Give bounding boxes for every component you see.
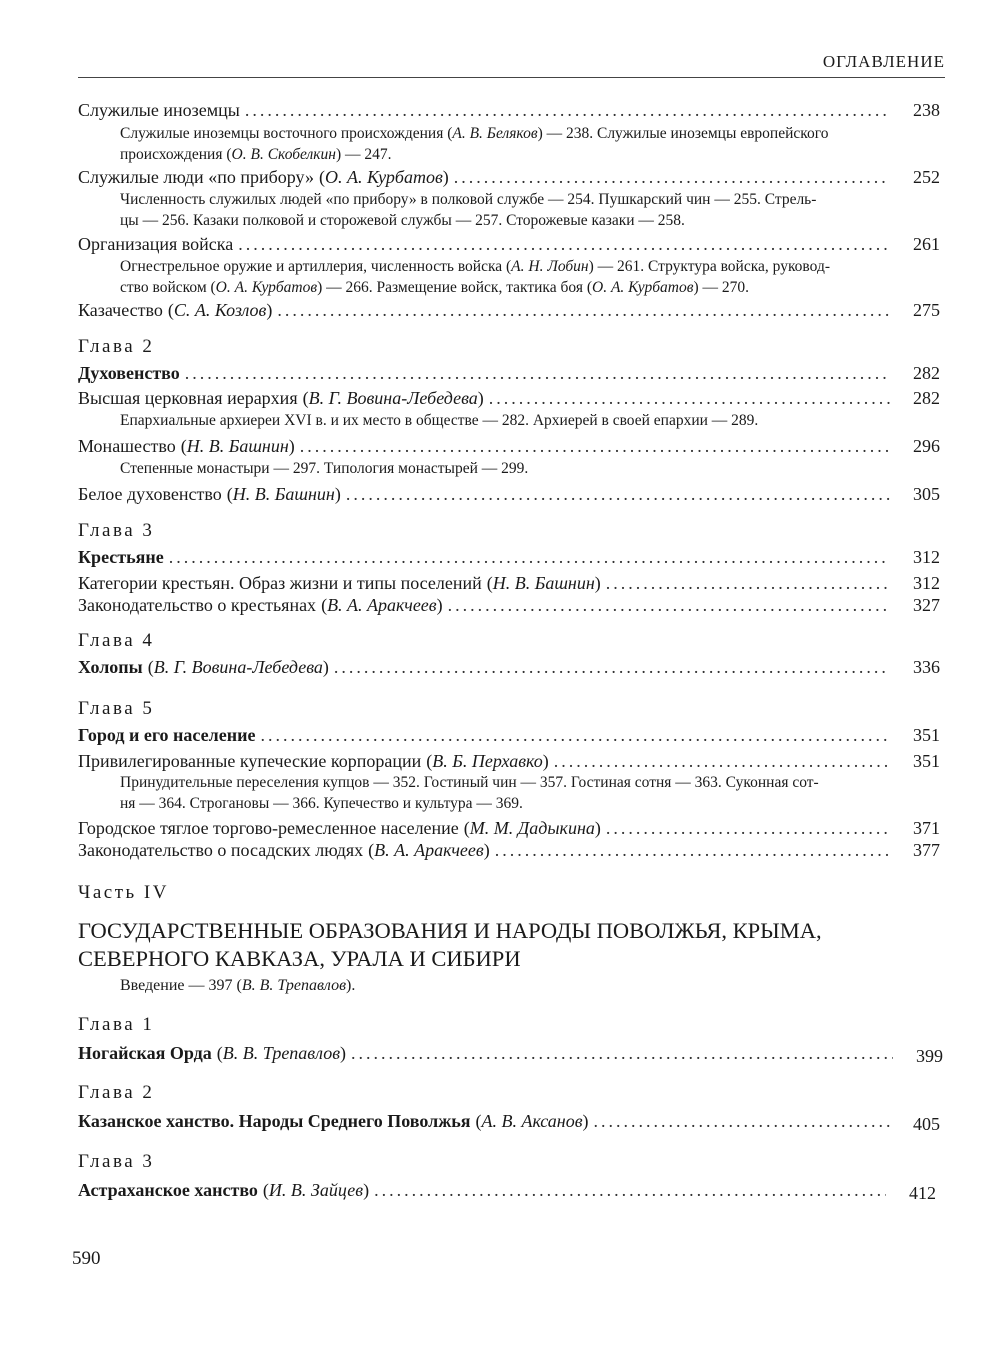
- toc-entry[interactable]: [78, 545, 940, 569]
- entry-author: ( С. А. Козлов ): [168, 298, 273, 322]
- chapter-title: Холопы: [78, 657, 143, 677]
- toc-entry[interactable]: [78, 98, 940, 122]
- entry-author: ( Н. В. Башнин ): [181, 434, 295, 458]
- entry-title: Казачество: [78, 300, 163, 320]
- entry-subtopics: [120, 123, 895, 165]
- chapter-title: Казанское ханство. Народы Среднего Поволжья: [78, 1111, 471, 1131]
- page-number: 377: [913, 840, 940, 860]
- dot-leader: [260, 723, 890, 747]
- chapter-label: Глава 5: [78, 698, 155, 719]
- entry-author: ( В. Б. Перхавко ): [426, 749, 549, 773]
- part-title: [78, 917, 878, 973]
- toc-entry[interactable]: [78, 298, 940, 322]
- entry-subtopics: [120, 256, 895, 298]
- entry-title: Служилые люди «по прибору»: [78, 167, 314, 187]
- page-number: 296: [913, 436, 940, 456]
- toc-entry[interactable]: [78, 361, 940, 385]
- chapter-label: Глава 2: [78, 336, 155, 357]
- toc-entry[interactable]: [78, 655, 940, 679]
- part-title-line: СЕВЕРНОГО КАВКАЗА, УРАЛА И СИБИРИ: [78, 946, 521, 971]
- chapter-title: Крестьяне: [78, 547, 164, 567]
- chapter-label: Глава 2: [78, 1082, 155, 1103]
- entry-author: ( М. М. Дадыкина ): [464, 816, 601, 840]
- page-number: 336: [913, 657, 940, 677]
- page-number: 275: [913, 300, 940, 320]
- dot-leader: [606, 816, 890, 840]
- page-number: 282: [913, 363, 940, 383]
- entry-author: ( И. В. Зайцев ): [263, 1178, 369, 1202]
- dot-leader: [346, 482, 890, 506]
- page-number: 261: [913, 234, 940, 254]
- entry-author: ( В. А. Аракчеев ): [321, 593, 443, 617]
- entry-author: ( В. Г. Вовина-Лебедева ): [148, 655, 329, 679]
- dot-leader: [334, 655, 890, 679]
- page-number: 405: [913, 1114, 940, 1134]
- subtopic-line: цы — 256. Казаки полковой и сторожевой службы — 257. Сторожевые казаки — 258.: [120, 212, 685, 229]
- toc-entry[interactable]: [78, 434, 940, 458]
- toc-entry[interactable]: [78, 482, 940, 506]
- toc-entry[interactable]: [78, 838, 940, 862]
- page-number: 252: [913, 167, 940, 187]
- toc-entry[interactable]: [78, 1178, 936, 1202]
- entry-title: Законодательство о крестьянах: [78, 595, 317, 615]
- running-head: ОГЛАВЛЕНИЕ: [822, 52, 945, 71]
- toc-entry[interactable]: [78, 1109, 940, 1133]
- page-number: 305: [913, 484, 940, 504]
- dot-leader: [606, 571, 890, 595]
- subtopic-line: ня — 364. Строгановы — 366. Купечество и культура — 369.: [120, 795, 523, 812]
- subtopic-line: Служилые иноземцы восточного происхождения (А. В. Беляков) — 238. Служилые иноземцы европейского: [120, 125, 829, 142]
- dot-leader: [495, 838, 890, 862]
- entry-title: Категории крестьян. Образ жизни и типы поселений: [78, 573, 482, 593]
- page-number: 399: [916, 1046, 943, 1066]
- entry-title: Служилые иноземцы: [78, 100, 240, 120]
- entry-title: Законодательство о посадских людях: [78, 840, 364, 860]
- part-title-line: ГОСУДАРСТВЕННЫЕ ОБРАЗОВАНИЯ И НАРОДЫ ПОВОЛЖЬЯ, КРЫМА,: [78, 918, 822, 943]
- part-intro[interactable]: Введение — 397 (В. В. Трепавлов).: [120, 977, 356, 994]
- chapter-title: Астраханское ханство: [78, 1180, 258, 1200]
- page-number: 312: [913, 573, 940, 593]
- entry-author: ( А. В. Аксанов ): [476, 1109, 589, 1133]
- entry-subtopics: [120, 772, 895, 814]
- entry-author: ( В. А. Аракчеев ): [368, 838, 490, 862]
- dot-leader: [169, 545, 890, 569]
- entry-author: ( Н. В. Башнин ): [487, 571, 601, 595]
- entry-title: Высшая церковная иерархия: [78, 388, 298, 408]
- chapter-title: Духовенство: [78, 363, 180, 383]
- entry-title: Белое духовенство: [78, 484, 222, 504]
- dot-leader: [300, 434, 890, 458]
- page-number: 238: [913, 100, 940, 120]
- entry-subtopics: [120, 189, 895, 231]
- subtopic-line: ство войском (О. А. Курбатов) — 266. Размещение войск, тактика боя (О. А. Курбатов) — 270.: [120, 279, 749, 296]
- header-rule: [78, 77, 945, 78]
- entry-author: ( Н. В. Башнин ): [227, 482, 341, 506]
- page-number: 327: [913, 595, 940, 615]
- dot-leader: [185, 361, 890, 385]
- chapter-label: Глава 1: [78, 1014, 155, 1035]
- folio-page-number: 590: [72, 1248, 101, 1269]
- dot-leader: [351, 1041, 893, 1065]
- page-number: 312: [913, 547, 940, 567]
- chapter-label: Глава 3: [78, 1151, 155, 1172]
- dot-leader: [554, 749, 890, 773]
- entry-subtopics: [120, 410, 895, 431]
- subtopic-line: происхождения (О. В. Скобелкин) — 247.: [120, 146, 392, 163]
- page-number: 351: [913, 725, 940, 745]
- toc-entry[interactable]: [78, 1041, 943, 1065]
- dot-leader: [489, 386, 890, 410]
- subtopic-line: Принудительные переселения купцов — 352. Гостиный чин — 357. Гостиная сотня — 363. Суконная сот-: [120, 774, 819, 791]
- dot-leader: [238, 232, 890, 256]
- entry-subtopics: [120, 458, 895, 479]
- toc-entry[interactable]: [78, 386, 940, 410]
- toc-entry[interactable]: [78, 593, 940, 617]
- dot-leader: [245, 98, 890, 122]
- chapter-title: Город и его население: [78, 725, 256, 745]
- subtopic-line: Епархиальные архиереи XVI в. и их место в обществе — 282. Архиерей в своей епархии — 289.: [120, 412, 759, 429]
- toc-entry[interactable]: [78, 232, 940, 256]
- chapter-label: Глава 3: [78, 520, 155, 541]
- page-number: 282: [913, 388, 940, 408]
- toc-entry[interactable]: [78, 749, 940, 773]
- entry-author: ( О. А. Курбатов ): [319, 165, 449, 189]
- chapter-label: Глава 4: [78, 630, 155, 651]
- dot-leader: [277, 298, 890, 322]
- dot-leader: [448, 593, 890, 617]
- subtopic-line: Огнестрельное оружие и артиллерия, численность войска (А. Н. Лобин) — 261. Структура войска, руковод-: [120, 258, 830, 275]
- page-number: 351: [913, 751, 940, 771]
- toc-entry[interactable]: [78, 165, 940, 189]
- entry-title: Городское тяглое торгово-ремесленное население: [78, 818, 459, 838]
- dot-leader: [454, 165, 890, 189]
- entry-author: ( В. В. Трепавлов ): [217, 1041, 346, 1065]
- entry-title: Привилегированные купеческие корпорации: [78, 751, 422, 771]
- page-number: 412: [909, 1183, 936, 1203]
- entry-author: ( В. Г. Вовина-Лебедева ): [303, 386, 484, 410]
- subtopic-line: Степенные монастыри — 297. Типология монастырей — 299.: [120, 460, 529, 477]
- entry-title: Организация войска: [78, 234, 234, 254]
- dot-leader: [374, 1178, 886, 1202]
- subtopic-line: Численность служилых людей «по прибору» в полковой службе — 254. Пушкарский чин — 255. Стрель-: [120, 191, 817, 208]
- part-label: Часть IV: [78, 882, 169, 903]
- page-number: 371: [913, 818, 940, 838]
- chapter-title: Ногайская Орда: [78, 1043, 212, 1063]
- toc-entry[interactable]: [78, 723, 940, 747]
- dot-leader: [594, 1109, 890, 1133]
- toc-entry[interactable]: [78, 816, 940, 840]
- toc-entry[interactable]: [78, 571, 940, 595]
- entry-title: Монашество: [78, 436, 176, 456]
